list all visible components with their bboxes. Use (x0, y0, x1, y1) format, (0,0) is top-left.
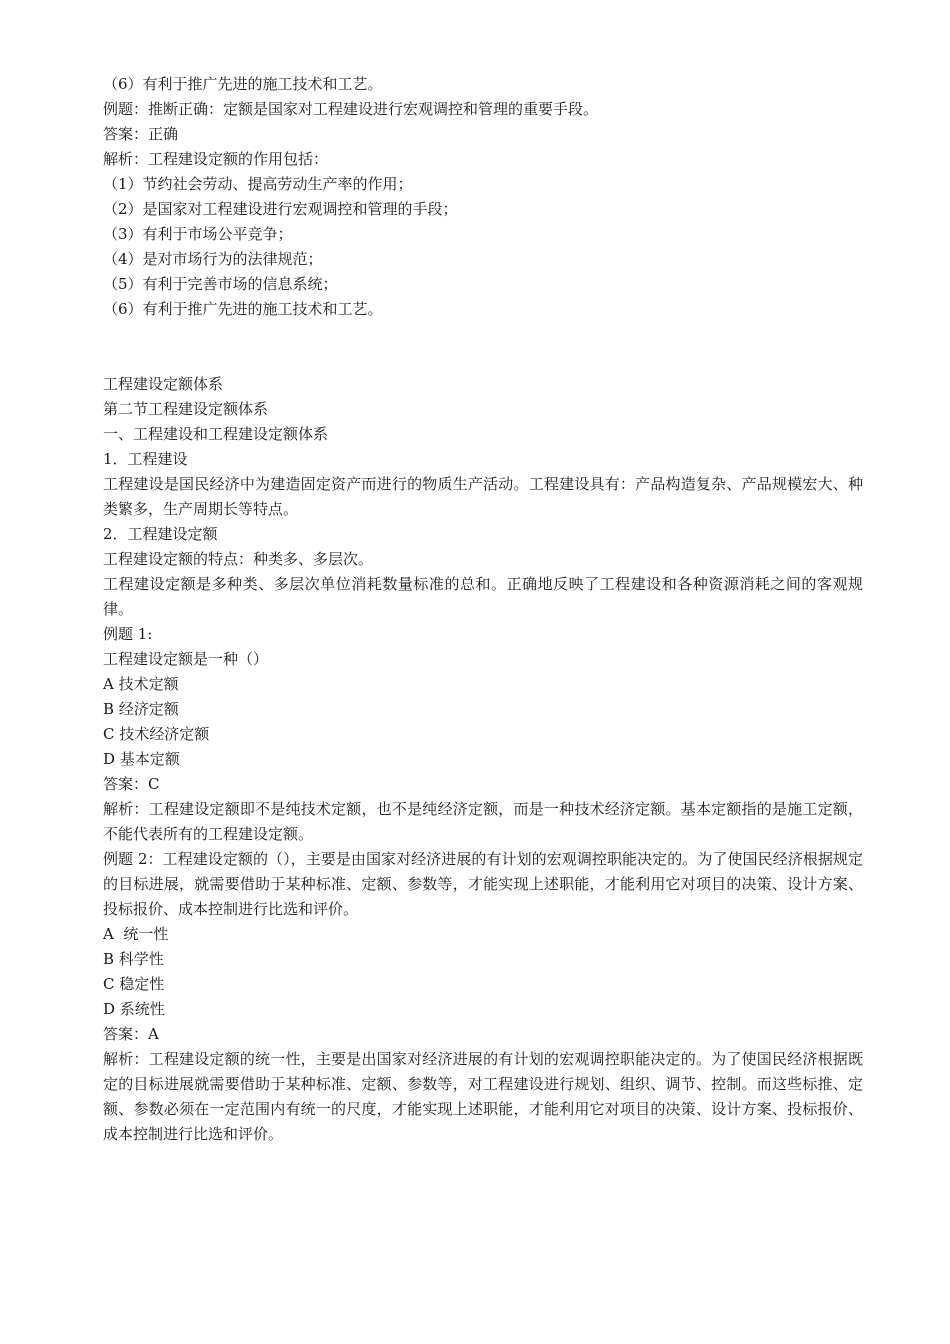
text-line: 解析：工程建设定额的作用包括： (103, 150, 329, 168)
subsection-heading: 一、工程建设和工程建设定额体系 (103, 425, 329, 443)
paragraph: 工程建设是国民经济中为建造固定资产而进行的物质生产活动。工程建设具有：产品构造复杂、产品规模宏大、种类繁多，生产周期长等特点。 (103, 475, 863, 518)
text-line: （2）是国家对工程建设进行宏观调控和管理的手段； (103, 200, 458, 218)
document-page (103, 72, 863, 1147)
option-a: A 统一性 (103, 925, 169, 943)
subsection-heading: 2．工程建设定额 (103, 525, 218, 543)
text-line: （6）有利于推广先进的施工技术和工艺。 (103, 300, 383, 318)
text-line: 答案：正确 (103, 125, 179, 143)
paragraph: 工程建设定额是多种类、多层次单位消耗数量标准的总和。正确地反映了工程建设和各种资源消耗之间的客观规律。 (103, 575, 863, 618)
example-label: 例题 1: (103, 625, 153, 643)
option-a: A 技术定额 (103, 675, 179, 693)
option-b: B 科学性 (103, 950, 164, 968)
blank-gap (103, 322, 863, 372)
explanation-text: 解析：工程建设定额即不是纯技术定额，也不是纯经济定额，而是一种技术经济定额。基本定额指的是施工定额，不能代表所有的工程建设定额。 (103, 800, 863, 843)
text-line: （5）有利于完善市场的信息系统； (103, 275, 338, 293)
section-definition-system (103, 372, 863, 1147)
answer-text: 答案：A (103, 1025, 159, 1043)
paragraph: 工程建设定额的特点：种类多、多层次。 (103, 550, 374, 568)
section-heading: 第二节工程建设定额体系 (103, 400, 269, 418)
option-d: D 基本定额 (103, 750, 180, 768)
question-text: 例题 2：工程建设定额的（），主要是由国家对经济进展的有计划的宏观调控职能决定的。为了使国民经济根据规定的目标进展，就需要借助于某种标准、定额、参数等，才能实现上述职能，才能利用它对项目的决策、设计方案、投标报价、成本控制进行比选和评价。 (103, 850, 863, 918)
option-d: D 系统性 (103, 1000, 165, 1018)
text-line: （6）有利于推广先进的施工技术和工艺。 (103, 75, 383, 93)
section-definition-roles (103, 72, 863, 322)
section-heading: 工程建设定额体系 (103, 375, 224, 393)
text-line: 例题：推断正确：定额是国家对工程建设进行宏观调控和管理的重要手段。 (103, 100, 599, 118)
text-line: （1）节约社会劳动、提高劳动生产率的作用； (103, 175, 413, 193)
text-line: （3）有利于市场公平竞争； (103, 225, 293, 243)
option-b: B 经济定额 (103, 700, 179, 718)
subsection-heading: 1．工程建设 (103, 450, 188, 468)
text-line: （4）是对市场行为的法律规范； (103, 250, 323, 268)
question-text: 工程建设定额是一种（） (103, 650, 269, 668)
explanation-text: 解析：工程建设定额的统一性，主要是出国家对经济进展的有计划的宏观调控职能决定的。为了使国民经济根据既定的目标进展就需要借助于某种标准、定额、参数等，对工程建设进行规划、组织、调节、控制。而这些标推、定额、参数必须在一定范围内有统一的尺度，才能实现上述职能，才能利用它对项目的决策、设计方案、投标报价、成本控制进行比选和评价。 (103, 1050, 863, 1143)
answer-text: 答案：C (103, 775, 160, 793)
option-c: C 稳定性 (103, 975, 165, 993)
option-c: C 技术经济定额 (103, 725, 210, 743)
